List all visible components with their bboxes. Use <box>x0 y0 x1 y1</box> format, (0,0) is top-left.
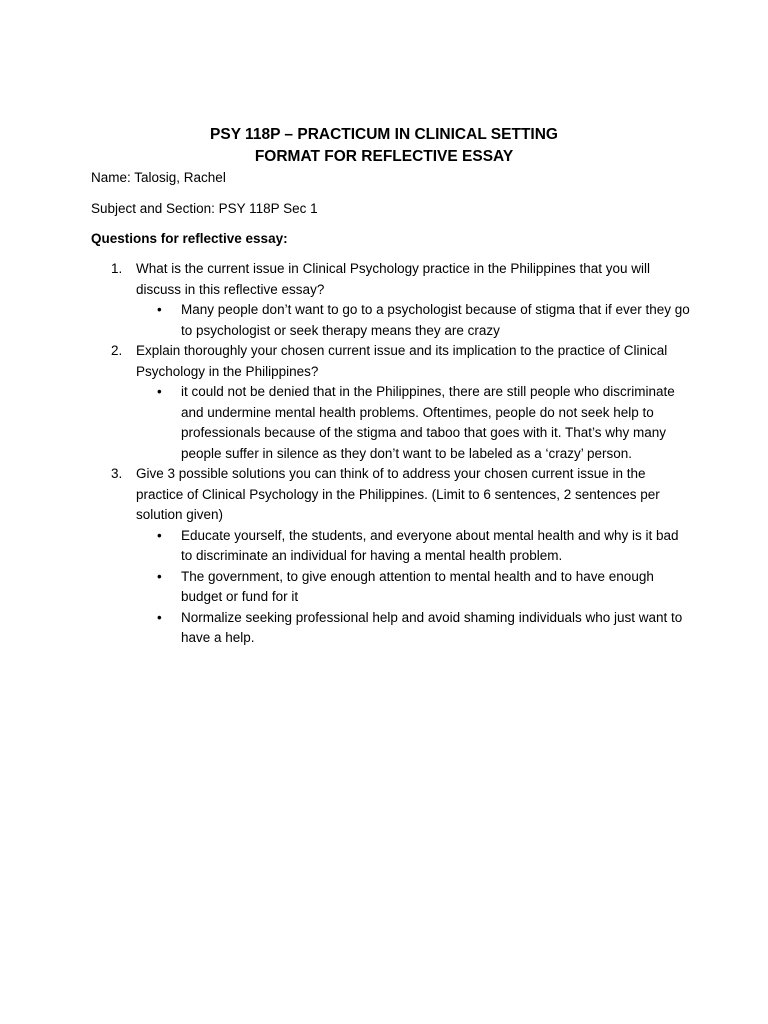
answer-text: Many people don’t want to go to a psychologist because of stigma that if ever they go to psychologist or seek therapy means they are crazy <box>181 302 690 338</box>
answer-item <box>136 300 691 341</box>
answer-text: Educate yourself, the students, and everyone about mental health and why is it bad to discriminate an individual for having a mental health problem. <box>181 527 679 563</box>
answer-item <box>136 382 691 464</box>
question-number: 1. <box>111 261 123 276</box>
student-name: Name: Talosig, Rachel <box>91 170 226 185</box>
title-line-1: PSY 118P – PRACTICUM IN CLINICAL SETTING <box>210 126 558 143</box>
answer-item <box>136 608 691 649</box>
question-list <box>91 259 691 649</box>
questions-heading: Questions for reflective essay: <box>91 231 288 246</box>
document-title <box>0 124 768 168</box>
bullet-icon: • <box>157 384 162 399</box>
bullet-icon: • <box>157 609 162 625</box>
answer-item <box>136 526 691 567</box>
title-line-2: FORMAT FOR REFLECTIVE ESSAY <box>254 148 514 165</box>
answer-list <box>136 382 691 464</box>
question-item <box>91 464 691 649</box>
answer-text: it could not be denied that in the Philippines, there are still people who discriminate and undermine mental health problems. Oftentimes, people do not seek help to professionals because of the stigma and taboo that goes with it. That’s why many people suffer in silence as they don’t want to be labeled as a ‘crazy’ person. <box>181 384 675 461</box>
question-text: What is the current issue in Clinical Psychology practice in the Philippines that you will discuss in this reflective essay? <box>136 261 650 297</box>
question-text: Explain thoroughly your chosen current issue and its implication to the practice of Clinical Psychology in the Philippines? <box>136 343 668 379</box>
question-item <box>91 259 691 341</box>
answer-item <box>136 567 691 608</box>
question-text: Give 3 possible solutions you can think of to address your chosen current issue in the practice of Clinical Psychology in the Philippines. (Limit to 6 sentences, 2 sentences per solution given) <box>136 466 660 522</box>
bullet-icon: • <box>157 302 162 317</box>
answer-list <box>136 526 691 649</box>
question-number: 2. <box>111 343 123 358</box>
answer-list <box>136 300 691 341</box>
question-item <box>91 341 691 464</box>
answer-text: Normalize seeking professional help and avoid shaming individuals who just want to have a help. <box>181 609 683 645</box>
answer-text: The government, to give enough attention to mental health and to have enough budget or fund for it <box>181 568 654 604</box>
bullet-icon: • <box>157 527 162 543</box>
question-number: 3. <box>111 466 123 481</box>
bullet-icon: • <box>157 568 162 584</box>
subject-section: Subject and Section: PSY 118P Sec 1 <box>91 201 318 216</box>
